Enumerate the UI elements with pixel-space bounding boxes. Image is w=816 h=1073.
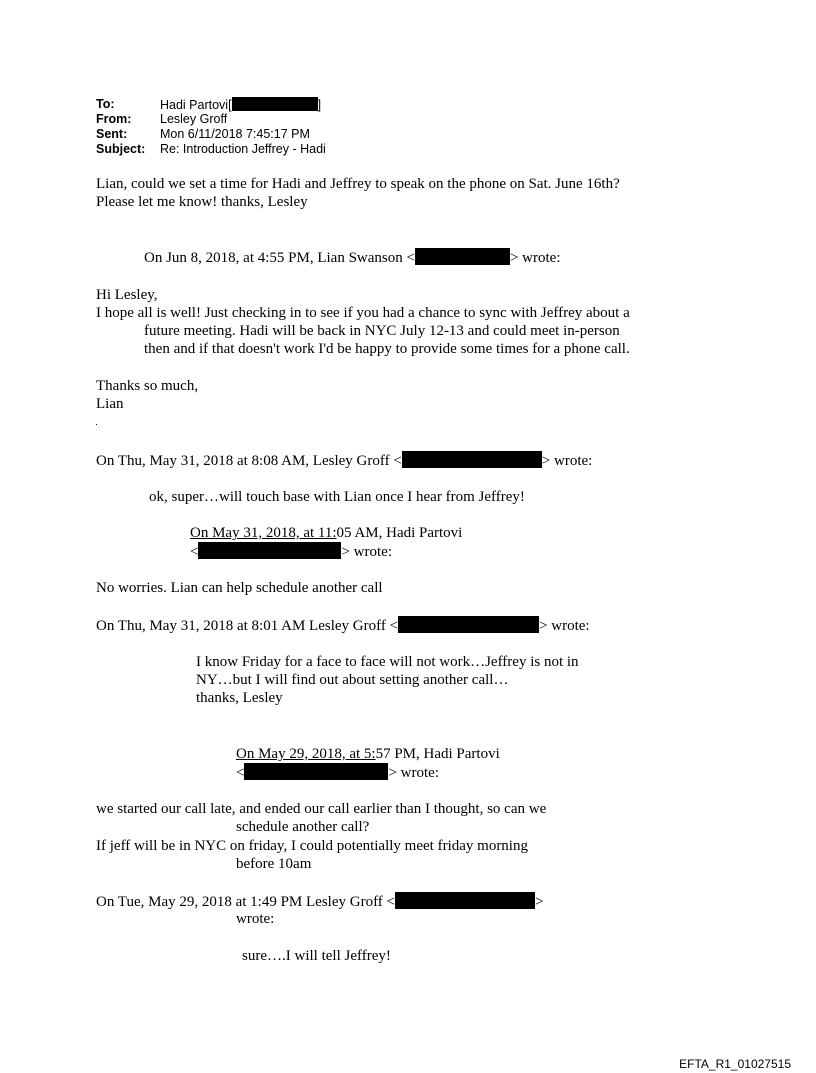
message-line: Hi Lesley, (96, 287, 158, 303)
quote-header-text-rest: 57 PM, Hadi Partovi (375, 746, 500, 762)
quote-header-text: On Thu, May 31, 2018 at 8:08 AM, Lesley Groff < (96, 453, 402, 469)
quote-header (96, 451, 592, 470)
message-line: ok, super…will touch base with Lian once I hear from Jeffrey! (149, 489, 525, 505)
message-line: If jeff will be in NYC on friday, I could potentially meet friday morning (96, 838, 528, 854)
quote-header-suffix: > wrote: (539, 618, 590, 634)
from-value: Lesley Groff (160, 112, 228, 126)
to-name: Hadi Partovi[ (160, 98, 232, 112)
message-line: Lian, could we set a time for Hadi and Jeffrey to speak on the phone on Sat. June 16th? (96, 176, 620, 192)
quote-header-text: On May 31, 2018, at 11: (190, 525, 337, 541)
redaction-box (415, 248, 510, 265)
stray-dot (96, 424, 97, 425)
message-line: thanks, Lesley (196, 690, 283, 706)
message-line: then and if that doesn't work I'd be happy to provide some times for a phone call. (144, 341, 630, 357)
to-value (160, 97, 321, 113)
subject-value: Re: Introduction Jeffrey - Hadi (160, 142, 326, 156)
message-line: NY…but I will find out about setting another call… (196, 672, 509, 688)
message-line: No worries. Lian can help schedule another call (96, 580, 383, 596)
quote-header-suffix: > wrote: (341, 544, 392, 560)
quote-header-text: On Thu, May 31, 2018 at 8:01 AM Lesley Groff < (96, 618, 399, 634)
signature: Lian (96, 396, 124, 412)
quote-header (144, 248, 561, 267)
quote-header-suffix: > wrote: (388, 765, 439, 781)
sent-label: Sent: (96, 127, 128, 141)
message-line: I know Friday for a face to face will not work…Jeffrey is not in (196, 654, 579, 670)
sent-value: Mon 6/11/2018 7:45:17 PM (160, 127, 310, 141)
message-line: we started our call late, and ended our call earlier than I thought, so can we (96, 801, 547, 817)
quote-header-suffix: > wrote: (541, 453, 593, 469)
quote-header-text: On May 29, 2018, at 5: (236, 746, 376, 762)
redaction-box (232, 97, 318, 111)
email-header (96, 97, 396, 159)
quote-header (236, 745, 500, 763)
quote-header-text-rest: 05 AM, Hadi Partovi (336, 525, 463, 541)
quote-header-suffix: > wrote: (509, 250, 561, 266)
quote-header (190, 524, 462, 542)
redaction-box (198, 542, 341, 559)
message-line: schedule another call? (236, 819, 370, 835)
to-close-bracket: ] (317, 98, 322, 112)
message-line: sure….I will tell Jeffrey! (242, 948, 391, 964)
message-line: before 10am (236, 856, 312, 872)
quote-header-text: On Jun 8, 2018, at 4:55 PM, Lian Swanson < (144, 250, 415, 266)
quote-header-line2 (236, 763, 439, 782)
quote-header-line2: wrote: (236, 911, 275, 927)
redaction-box (395, 892, 535, 909)
subject-label: Subject: (96, 142, 146, 156)
redaction-box (398, 616, 539, 633)
message-line: Thanks so much, (96, 378, 199, 394)
quote-header-suffix: > (535, 894, 544, 910)
message-line: I hope all is well! Just checking in to see if you had a chance to sync with Jeffrey about a (96, 305, 630, 321)
message-line: future meeting. Hadi will be back in NYC July 12-13 and could meet in-person (144, 323, 620, 339)
quote-header-text: On Tue, May 29, 2018 at 1:49 PM Lesley Groff < (96, 894, 396, 910)
quote-header (96, 892, 543, 911)
message-line: Please let me know! thanks, Lesley (96, 194, 308, 210)
bates-number: EFTA_R1_01027515 (679, 1057, 791, 1071)
to-label: To: (96, 97, 115, 111)
quote-header-line2 (190, 542, 392, 561)
quote-bracket: < (190, 544, 199, 560)
quote-header (96, 616, 590, 635)
redaction-box (402, 451, 542, 468)
redaction-box (244, 763, 388, 780)
from-label: From: (96, 112, 132, 126)
quote-bracket: < (236, 765, 245, 781)
